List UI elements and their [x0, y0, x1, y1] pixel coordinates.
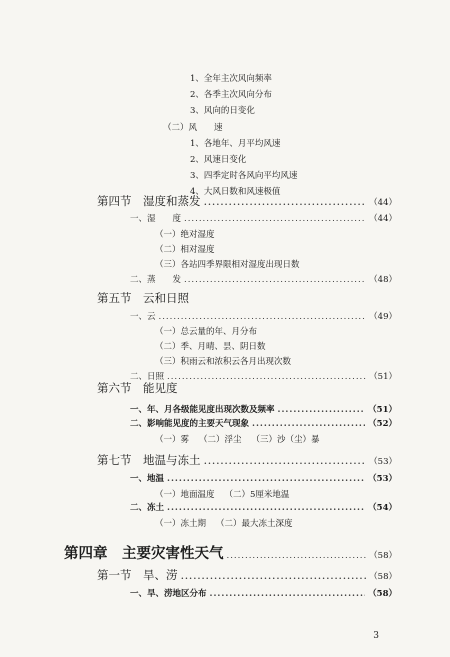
- toc-entry: （一）冻土期 （二）最大冻土深度: [155, 519, 293, 529]
- page-number: 3: [373, 631, 379, 641]
- toc-entry: 二、蒸 发 ..... （48）: [130, 274, 397, 286]
- toc-entry: 1、各地年、月平均风速: [190, 139, 281, 149]
- leader-dots: [210, 588, 366, 600]
- toc-entry: 3、风向的日变化: [190, 106, 255, 116]
- toc-entry: （二）季、月晴、昙、阴日数: [155, 342, 266, 352]
- toc-entry: 二、影响能见度的主要天气现象 ..... （52）: [130, 418, 397, 430]
- toc-entry: 二、日照 ..... （51）: [130, 371, 397, 383]
- toc-entry: （一）绝对湿度: [155, 230, 215, 240]
- toc-entry: 3、四季定时各风向平均风速: [190, 171, 298, 181]
- toc-entry: （三）各站四季界限相对湿度出现日数: [155, 260, 300, 270]
- toc-entry: 1、全年主次风向频率: [190, 74, 272, 84]
- toc-entry: 4、大风日数和风速极值: [190, 187, 281, 197]
- leader-dots: [167, 502, 365, 514]
- toc-entry: （一）雾 （二）浮尘 （三）沙（尘）暴: [155, 435, 320, 445]
- leader-dots: [184, 274, 366, 286]
- toc-entry: 2、各季主次风向分布: [190, 90, 272, 100]
- toc-entry: 二、冻土 ..... （54）: [130, 502, 397, 514]
- leader-dots: [167, 473, 365, 485]
- toc-entry: 一、云 ..... （49）: [130, 311, 397, 323]
- toc-section: 第六节 能见度: [97, 381, 178, 395]
- toc-entry: 一、湿 度 ..... （44）: [130, 213, 397, 225]
- leader-dots: [184, 213, 366, 225]
- leader-dots: [181, 568, 367, 583]
- toc-entry: （二）相对湿度: [155, 245, 215, 255]
- leader-dots: [252, 418, 365, 430]
- toc-entry: 2、风速日变化: [190, 155, 247, 165]
- leader-dots: [278, 404, 366, 416]
- leader-dots: [204, 453, 367, 468]
- toc-entry: （一）总云量的年、月分布: [155, 327, 258, 337]
- toc-entry: 一、旱、涝地区分布 ..... （58）: [130, 588, 397, 600]
- toc-chapter: 第四章 主要灾害性天气 ..... （58）: [64, 545, 397, 565]
- toc-section: 第五节 云和日照: [97, 291, 189, 305]
- leader-dots: [227, 547, 367, 565]
- toc-entry: （三）积雨云和浓积云各月出现次数: [155, 357, 292, 367]
- toc-entry: （一）地面温度 （二）5厘米地温: [155, 490, 290, 500]
- toc-section: 第四节 湿度和蒸发 ..... （44）: [97, 194, 397, 211]
- leader-dots: [159, 311, 367, 323]
- toc-entry: （二）风 速: [163, 123, 223, 133]
- toc-entry: 一、年、月各级能见度出现次数及频率 ..... （51）: [130, 404, 397, 416]
- leader-dots: [167, 371, 366, 383]
- toc-entry: 一、地温 ..... （53）: [130, 473, 397, 485]
- leader-dots: [204, 194, 367, 209]
- toc-section: 第一节 旱、涝 ..... （58）: [97, 568, 397, 585]
- toc-section: 第七节 地温与冻土 ..... （53）: [97, 453, 397, 470]
